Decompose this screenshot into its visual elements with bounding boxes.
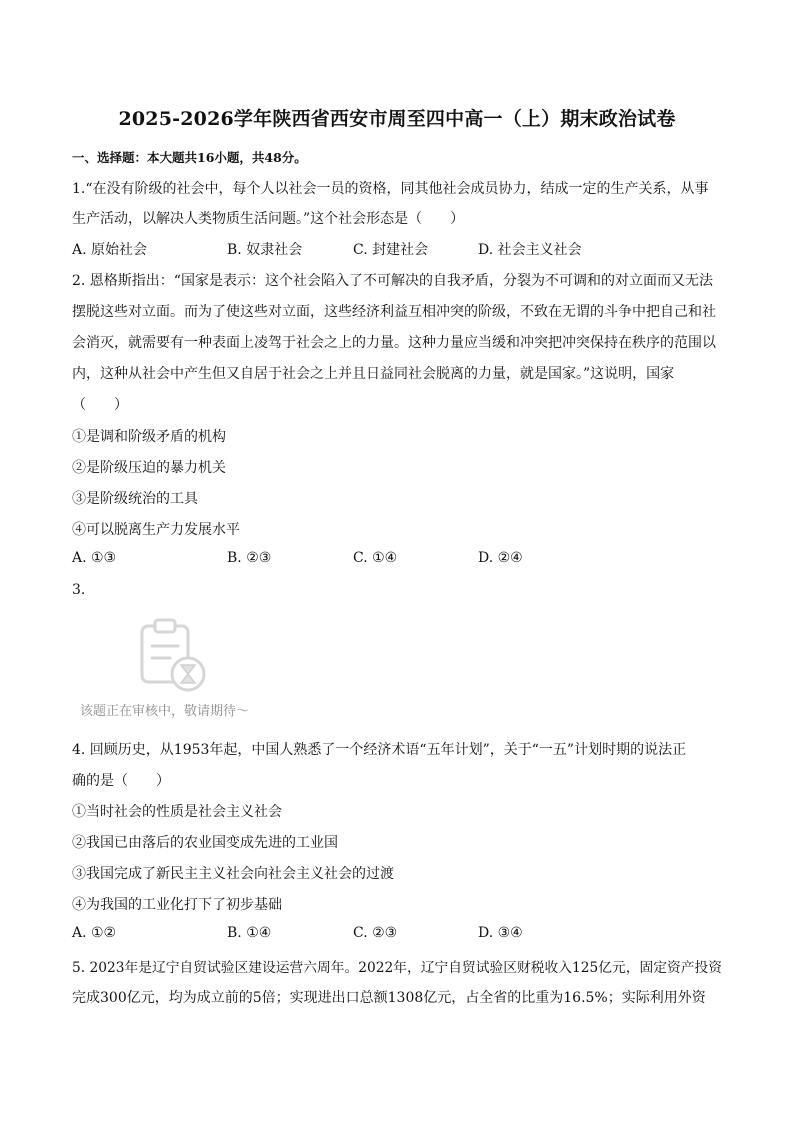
question-2-line-2: 摆脱这些对立面。而为了使这些对立面，这些经济利益互相冲突的阶级，不致在无谓的斗争中把自己和社 [72,304,716,320]
question-2-item-4: ④可以脱离生产力发展水平 [72,522,240,538]
question-3-number: 3. [72,582,86,598]
question-4-option-b: B. ①④ [227,925,272,941]
question-2-item-3: ③是阶级统治的工具 [72,491,198,507]
question-4-option-c: C. ②③ [353,925,398,941]
question-4-option-d: D. ③④ [478,925,523,941]
question-2-option-d: D. ②④ [478,550,523,566]
question-4-item-4: ④为我国的工业化打下了初步基础 [72,897,282,913]
question-1-option-b: B. 奴隶社会 [227,242,303,258]
question-4-item-3: ③我国完成了新民主主义社会向社会主义社会的过渡 [72,866,394,882]
question-2-item-1: ①是调和阶级矛盾的机构 [72,429,226,445]
question-2-line-4: 内，这种从社会中产生但又自居于社会之上并且日益同社会脱离的力量，就是国家。”这说明，国家 [72,366,675,382]
question-5-line-2: 完成300亿元，均为成立前的5倍；实现进出口总额1308亿元，占全省的比重为16.5%；实际利用外资 [72,990,706,1006]
question-4-item-1: ①当时社会的性质是社会主义社会 [72,804,282,820]
question-4-option-a: A. ①② [72,925,117,941]
question-5-line-1: 5. 2023年是辽宁自贸试验区建设运营六周年。2022年，辽宁自贸试验区财税收入125亿元，固定资产投资 [72,960,722,976]
question-1-line-1: 1.“在没有阶级的社会中，每个人以社会一员的资格，同其他社会成员协力，结成一定的生产关系，从事 [72,181,709,197]
question-4-line-2: 确的是（ ） [72,773,170,789]
question-2-option-a: A. ①③ [72,550,117,566]
question-1-option-d: D. 社会主义社会 [478,242,582,258]
question-2-item-2: ②是阶级压迫的暴力机关 [72,460,226,476]
question-2-line-5: （ ） [72,397,128,413]
question-4-line-1: 4. 回顾历史，从1953年起，中国人熟悉了一个经济术语“五年计划”，关于“一五”计划时期的说法正 [72,742,687,758]
page-title: 2025-2026学年陕西省西安市周至四中高一（上）期末政治试卷 [118,108,676,130]
section-header: 一、选择题：本大题共16小题，共48分。 [72,150,307,165]
question-4-item-2: ②我国已由落后的农业国变成先进的工业国 [72,835,338,851]
question-2-option-b: B. ②③ [227,550,272,566]
review-pending-note: 该题正在审核中，敬请期待～ [80,704,250,719]
question-1-option-a: A. 原始社会 [72,242,148,258]
question-2-line-1: 2. 恩格斯指出：“国家是表示：这个社会陷入了不可解决的自我矛盾，分裂为不可调和的对立面而又无法 [72,273,713,289]
question-1-option-c: C. 封建社会 [353,242,429,258]
question-1-line-2: 生产活动，以解决人类物质生活问题。”这个社会形态是（ ） [72,211,465,227]
question-2-line-3: 会消灭，就需要有一种表面上凌驾于社会之上的力量。这种力量应当缓和冲突把冲突保持在秩序的范围以 [72,335,716,351]
clipboard-hourglass-icon [78,612,278,702]
question-2-option-c: C. ①④ [353,550,398,566]
